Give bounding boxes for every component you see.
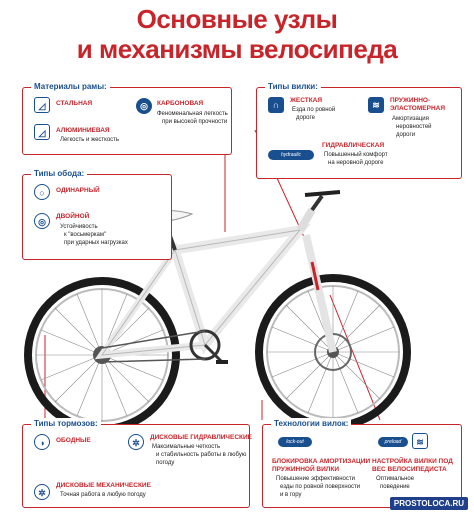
- lockout-text-2: и в гору: [280, 492, 302, 498]
- aluminium-heading: АЛЮМИНИЕВАЯ: [56, 127, 110, 134]
- preload-heading-line1: НАСТРОЙКА ВИЛКИ ПОД: [372, 458, 453, 465]
- hydraulic-disc-text-0: Максимальные четкость: [152, 444, 221, 450]
- rigid-fork-text-1: дороге: [296, 115, 315, 121]
- fork-tech-connector: [330, 295, 380, 420]
- preload-text-1: поведение: [380, 484, 410, 490]
- aluminium-text-0: Легкость и жесткость: [60, 137, 120, 143]
- single-rim-heading: ОДИНАРНЫЙ: [56, 187, 100, 194]
- fork-panel-title: Типы вилки:: [265, 81, 321, 93]
- brake-panel-title: Типы тормозов:: [31, 418, 101, 430]
- carbon-frame-icon: ◎: [136, 98, 152, 114]
- rim-brake-icon: ◑: [34, 434, 50, 450]
- double-rim-text-1: к "восьмеркам": [64, 232, 107, 238]
- frame-panel-title: Материалы рамы:: [31, 81, 110, 93]
- preload-heading-line2: ВЕС ВЕЛОСИПЕДИСТА: [372, 466, 447, 473]
- lockout-icon: lock-out: [278, 437, 312, 447]
- rigid-fork-text-0: Езда по ровной: [292, 107, 336, 113]
- carbon-text-0: Феноменальная легкость: [157, 111, 228, 117]
- hydraulic-fork-icon: hydraulic: [268, 150, 314, 160]
- steel-frame-icon: ◿: [34, 97, 50, 113]
- mechanical-disc-icon: ✲: [34, 484, 50, 500]
- preload-icon: preload: [378, 437, 408, 447]
- hydraulic-disc-text-1: и стабильность работы в любую: [156, 452, 247, 458]
- hydraulic-fork-heading: ГИДРАВЛИЧЕСКАЯ: [322, 142, 385, 149]
- single-rim-icon: ○: [34, 184, 50, 200]
- mechanical-disc-text-0: Точная работа в любую погоду: [60, 492, 146, 498]
- spring-fork-heading-line1: ПРУЖИННО-: [390, 97, 431, 104]
- rim-panel-title: Типы обода:: [31, 168, 87, 180]
- hydraulic-fork-text-0: Повышенный комфорт: [324, 152, 388, 158]
- stem: [312, 196, 322, 210]
- mechanical-disc-heading: ДИСКОВЫЕ МЕХАНИЧЕСКИЕ: [56, 482, 151, 489]
- rigid-fork-heading: ЖЕСТКАЯ: [290, 97, 323, 104]
- hydraulic-disc-text-2: погоду: [156, 460, 175, 466]
- fork: [306, 235, 333, 352]
- rim-brake-heading: ОБОДНЫЕ: [56, 437, 91, 444]
- lockout-text-1: езды по ровной поверхности: [280, 484, 361, 490]
- double-rim-heading: ДВОЙНОЙ: [56, 213, 90, 220]
- hydraulic-disc-icon: ✲: [128, 434, 144, 450]
- spring-fork-text-1: неровностей: [396, 124, 432, 130]
- lockout-heading-line2: ПРУЖИННОЙ ВИЛКИ: [272, 466, 339, 473]
- page-title-line-1: Основные узлы: [136, 4, 338, 34]
- carbon-text-1: при высокой прочности: [162, 119, 228, 125]
- preload-spring-icon: ≋: [412, 433, 428, 449]
- spring-fork-icon: ≋: [368, 97, 384, 113]
- steel-heading: СТАЛЬНАЯ: [56, 100, 93, 107]
- aluminium-frame-icon: ◿: [34, 124, 50, 140]
- rigid-fork-icon: ∩: [268, 97, 284, 113]
- double-rim-icon: ◎: [34, 213, 50, 229]
- double-rim-text-0: Устойчивость: [60, 224, 98, 230]
- page-title-line-2: и механизмы велосипеда: [76, 34, 398, 64]
- fork-tech-panel-title: Технологии вилок:: [271, 418, 351, 430]
- hydraulic-fork-text-1: на неровной дороге: [328, 160, 384, 166]
- handlebar: [305, 192, 340, 195]
- head-tube: [300, 210, 312, 230]
- double-rim-text-2: при ударных нагрузках: [64, 240, 128, 246]
- spring-fork-text-2: дороги: [396, 132, 416, 138]
- lockout-heading-line1: БЛОКИРОВКА АМОРТИЗАЦИИ: [272, 458, 371, 465]
- spring-fork-text-0: Амортизация: [392, 116, 429, 122]
- lockout-text-0: Повышение эффективности: [276, 476, 355, 482]
- spring-fork-heading-line2: ЭЛАСТОМЕРНАЯ: [390, 105, 446, 112]
- hydraulic-disc-heading: ДИСКОВЫЕ ГИДРАВЛИЧЕСКИЕ: [150, 434, 253, 441]
- preload-text-0: Оптимальное: [376, 476, 415, 482]
- watermark: PROSTOLOCA.RU: [390, 497, 468, 510]
- carbon-heading: КАРБОНОВАЯ: [157, 100, 204, 107]
